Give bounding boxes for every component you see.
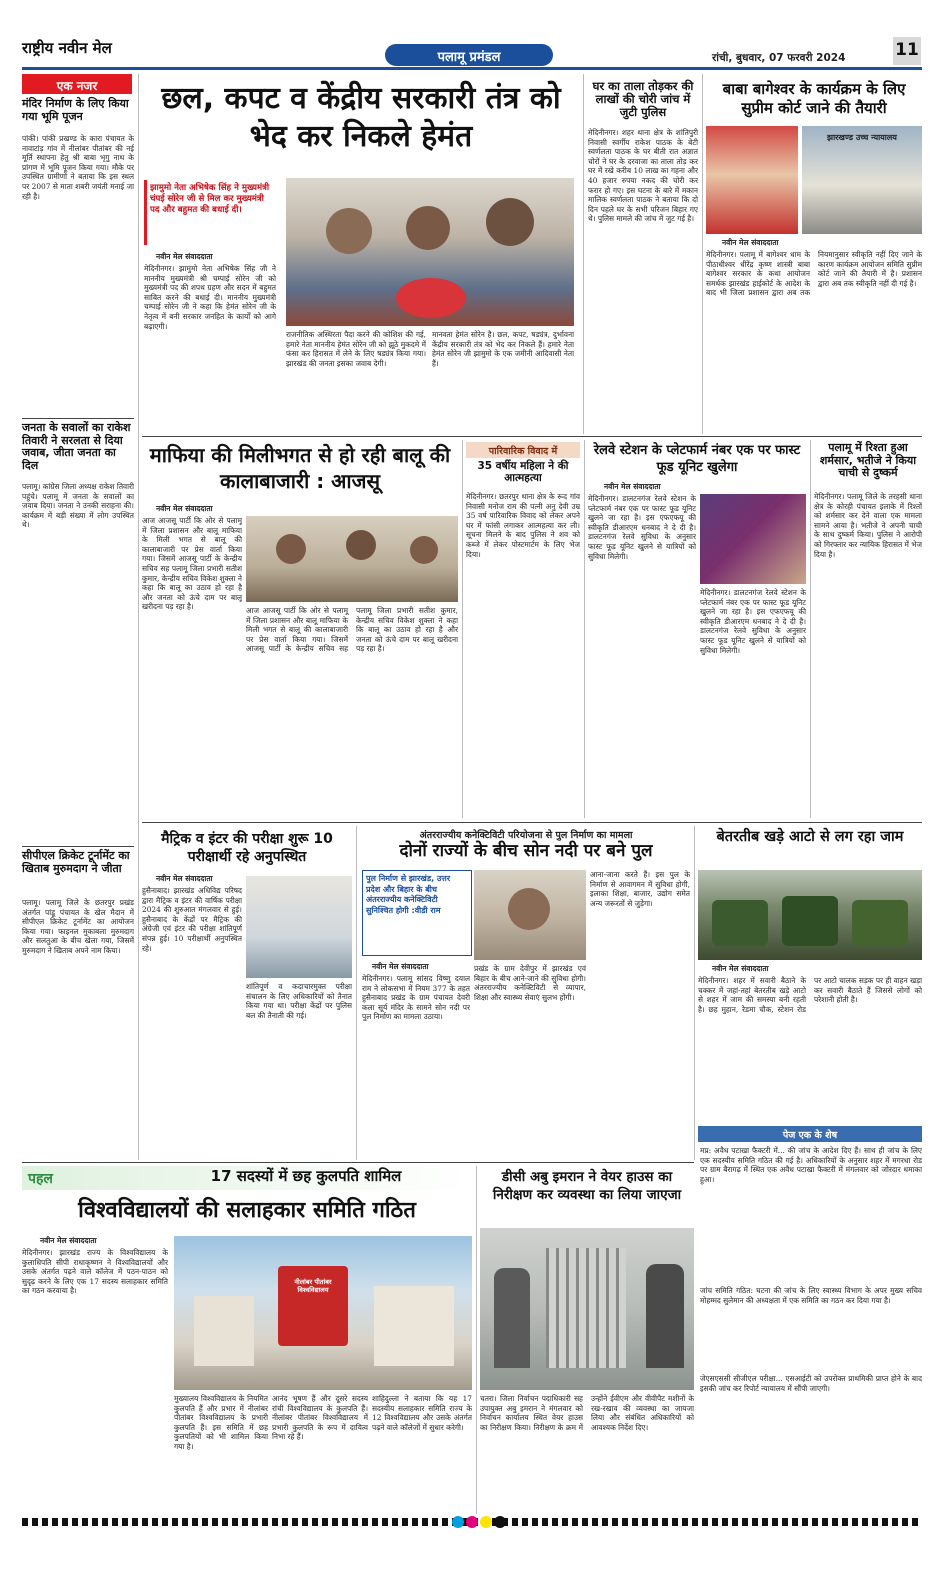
lead-vrule <box>583 74 584 434</box>
exam-photo <box>246 876 352 978</box>
cmyk-dot-2 <box>466 1516 478 1528</box>
left-story3-headline: सीपीएल क्रिकेट टूर्नामेंट का खिताब मुरुमदाग ने जीता <box>22 849 130 875</box>
masthead: राष्ट्रीय नवीन मेल <box>22 39 112 57</box>
auto-photo <box>698 870 922 960</box>
family-tag-text: पारिवारिक विवाद में <box>488 446 558 457</box>
page-one-label: पेज एक के शेष <box>782 1130 838 1141</box>
interstate-photo <box>474 870 586 960</box>
baba-headline: बाबा बागेश्वर के कार्यक्रम के लिए सुप्रीम कोर्ट जाने की तैयारी <box>722 80 906 117</box>
vc-subhead: 17 सदस्यों में छह कुलपति शामिल <box>210 1167 402 1185</box>
left-story2-body: पलामू। कांग्रेस जिला अध्यक्ष राकेश तिवारी पहुंचे। पलामू में जनता के सवालों का जवाब दिया। जनता ने उनकी सराहना की। कार्यक्रम में बड़ी संख्या में लोग उपस्थित थे। <box>22 482 134 530</box>
interstate-vrule <box>694 826 695 1160</box>
exam-headline: मैट्रिक व इंटर की परीक्षा शुरू 10 परीक्षार्थी रहे अनुपस्थित <box>161 831 333 865</box>
page-one-body-3: जेएसएससी सीजीएल परीक्षा... एसआईटी को उपरोक्त प्राथमिकी प्राप्त होने के बाद इसकी जांच कर रिपोर्ट न्यायालय में सौंपी जाएगी। <box>700 1374 922 1393</box>
dc-headline: डीसी अबु इमरान ने वेयर हाउस का निरीक्षण कर व्यवस्था का लिया जाएजा <box>492 1169 682 1203</box>
mafia-body-2: आज आजसू पार्टी कि ओर से पलामू में जिला प्रशासन और बालू माफिया के मिली भगत से बालू की कालाबाजारी पर प्रेस वार्ता किया गया। जिसमें आजसू पार्टी के केन्द्रीय सचिव सह पलामू जिला प्रभारी सतीश कुमार, केन्द्रीय सचिव विकेश शुक्ला ने कहा कि बालू का उठाव हो रहा है और जनता को ऊंचे दाम पर बालू खरीदना पड़ रहा है। <box>246 606 458 654</box>
baba-photo-left <box>706 126 798 234</box>
auto-byline: नवीन मेल संवाददाता <box>712 964 769 973</box>
lead-pull-quote-text: झामुमो नेता अभिषेक सिंह ने मुख्यमंत्री चंपई सोरेन जी से मिल कर मुख्यमंत्री पद और बहुमत की बधाई दी। <box>150 183 270 215</box>
railway-headline: रेलवे स्टेशन के प्लेटफार्म नंबर एक पर फास्ट फूड यूनिट खुलेगा <box>593 443 801 475</box>
mafia-photo <box>246 516 458 602</box>
interstate-body-1: मेदिनीनगर। पलामू सांसद विष्णु दयाल राम ने लोकसभा में नियम 377 के तहत हुसैनाबाद प्रखंड के ग्राम पंचायत देवरी कला सूर्य मंदिर के सामने सोन नदी पर पुल निर्माण का मामला उठाया। <box>362 974 470 1022</box>
interstate-body-3: आना-जाना करते हैं। इस पुल के निर्माण से आवागमन में सुविधा होगी, इलाका शिक्षा, बाजार, उद्योग समेत अन्य जरूरतों से जुड़ेगा। <box>590 870 690 908</box>
lead-byline: नवीन मेल संवाददाता <box>156 252 213 261</box>
mafia-headline: माफिया की मिलीभगत से हो रही बालू की कालाबाजारी : आजसू <box>149 443 451 493</box>
mafia-vrule <box>462 440 463 818</box>
exam-body-2: शांतिपूर्ण व कदाचारमुक्त परीक्षा संचालन के लिए अधिकारियों को तैनात किया गया था। परीक्षा केंद्रों पर पुलिस बल की तैनाती की गई। <box>246 982 352 1020</box>
vc-photo-sign: नीलांबर पीतांबर विश्वविद्यालय <box>294 1278 332 1294</box>
mafia-byline: नवीन मेल संवाददाता <box>156 504 213 513</box>
vc-vrule <box>476 1166 477 1514</box>
ghar-vrule <box>702 74 703 434</box>
interstate-byline: नवीन मेल संवाददाता <box>372 962 429 971</box>
railway-photo <box>700 494 806 584</box>
baba-body: मेदिनीनगर। पलामू में बागेश्वर धाम के पीठाधीश्वर धीरेंद्र कृष्ण शास्त्री बाबा बागेश्वर सरकार के कथा आयोजन समर्थक झारखंड हाईकोर्ट के आदेश के बाद भी जिला प्रशासन द्वारा अब तक नियमानुसार स्वीकृति नहीं दिए जाने के कारण कार्यक्रम आयोजन समिति सुप्रीम कोर्ट जाने की तैयारी में है। प्रशासन द्वारा अब तक स्वीकृति नहीं दी गई है। <box>706 250 922 298</box>
left-divider-1 <box>22 418 134 419</box>
railway-body-2: मेदिनीनगर। डालटनगंज रेलवे स्टेशन के प्लेटफार्म नंबर एक पर फास्ट फूड यूनिट खुलने जा रहा है। इस एफएफयू की स्वीकृति डीआरएम धनबाद ने दे दी है। डालटनगंज रेलवे सुविधा के अनुसार फास्ट फूड यूनिट खुलने से यात्रियों को सुविधा मिलेगी। <box>700 588 806 655</box>
row2-hrule <box>142 822 922 823</box>
family-vrule <box>584 440 585 818</box>
auto-headline: बेतरतीब खड़े आटो से लग रहा जाम <box>716 829 904 845</box>
left-col-vrule <box>138 74 139 1160</box>
auto-body: मेदिनीनगर। शहर में सवारी बैठाने के चक्कर में जहां-तहां बेतरतीब खड़े आटो से शहर में जाम की समस्या बनी रहती है। छह मुहान, रेडमा चौक, स्टेशन रोड पर आटो चालक सड़क पर ही वाहन खड़ा कर सवारी बैठाते हैं जिससे लोगों को परेशानी होती है। <box>698 976 922 1014</box>
interstate-body-2: प्रखंड के ग्राम देवीपुर में झारखंड एवं बिहार के बीच आने-जाने की सुविधा होगी। अंतरराज्यीय कनेक्टिविटी से व्यापार, शिक्षा और स्वास्थ्य सेवाएं सुलभ होंगी। <box>474 964 586 1002</box>
interstate-banner: अंतरराज्यीय कनेक्टिविटी परियोजना से पुल निर्माण का मामला <box>419 830 633 841</box>
vc-byline: नवीन मेल संवाददाता <box>40 1236 97 1245</box>
mafia-body-1: आज आजसू पार्टी कि ओर से पलामू में जिला प्रशासन और बालू माफिया के मिली भगत से बालू की कालाबाजारी पर प्रेस वार्ता किया गया। जिसमें आजसू पार्टी के केन्द्रीय सचिव सह पलामू जिला प्रभारी सतीश कुमार, केन्द्रीय सचिव विकेश शुक्ला ने कहा कि बालू का उठाव हो रहा है और जनता को ऊंचे दाम पर बालू खरीदना पड़ रहा है। <box>142 516 242 612</box>
dc-body: चतरा। जिला निर्वाचन पदाधिकारी सह उपायुक्त अबु इमरान ने मंगलवार को निर्वाचन कार्यालय स्थित वेयर हाउस का निरीक्षण किया। निरीक्षण के क्रम में उन्होंने ईवीएम और वीवीपैट मशीनों के रख-रखाव की व्यवस्था का जायजा लिया और संबंधित अधिकारियों को आवश्यक निर्देश दिए। <box>480 1394 694 1432</box>
lead-body-1: मेदिनीनगर। झामुमो नेता अभिषेक सिंह जी ने माननीय मुख्यमंत्री श्री चम्पाई सोरेन जी को मुख्यमंत्री पद की शपथ ग्रहण और सदन में बहुमत साबित करने की बधाई दी। माननीय मुख्यमंत्री चम्पाई सोरेन जी ने कहा कि हेमंत सोरेन जी के नेतृत्व में बनी सरकार जनहित के कार्यों को आगे बढ़ाएगी। <box>144 264 276 331</box>
railway-byline: नवीन मेल संवाददाता <box>604 482 661 491</box>
interstate-quote-text: पुल निर्माण से झारखंड, उत्तर प्रदेश और बिहार के बीच अंतरराज्यीय कनेक्टिविटी सुनिश्चित होगी :वीडी राम <box>366 874 451 915</box>
dateline: रांची, बुधवार, 07 फरवरी 2024 <box>712 52 846 64</box>
rishta-body: मेदिनीनगर। पलामू जिले के तरहसी थाना क्षेत्र के कोरही पंचायत इलाके में रिश्तों को शर्मसार कर देने वाला एक मामला सामने आया है। भतीजे ने अपनी चाची के साथ दुष्कर्म किया। पुलिस ने आरोपी को गिरफ्तार कर न्यायिक हिरासत में भेज दिया है। <box>814 492 922 559</box>
baba-photo-sign: झारखण्ड उच्च न्यायालय <box>827 133 897 142</box>
exam-vrule <box>356 826 357 1160</box>
left-story3-body: पलामू। पलामू जिले के छतरपुर प्रखंड अंतर्गत पांडू पंचायत के खेल मैदान में सीपीएल क्रिकेट टूर्नामेंट का आयोजन किया गया। फाइनल मुकाबला मुरुमदाग और सलतुआ के बीच खेला गया, जिसमें मुरुमदाग ने खिताब अपने नाम किया। <box>22 898 134 955</box>
vc-tag: पहल <box>28 1171 53 1187</box>
interstate-headline: दोनों राज्यों के बीच सोन नदी पर बने पुल <box>399 841 653 861</box>
cmyk-dot-3 <box>480 1516 492 1528</box>
vc-body-3: आनंद भूषण हैं और दूसरे सदस्य रांची विश्वविद्यालय के कुलपति हैं। नीलांबर पीतांबर विश्वविद्यालय में प्रभारी कुलपति के रूप में दायित्व निभा रहे हैं। <box>272 1394 368 1442</box>
family-body: मेदिनीनगर। छतरपुर थाना क्षेत्र के रूद गांव निवासी मनोज राम की पत्नी अनु देवी उम्र 35 वर्ष पारिवारिक विवाद को लेकर अपने घर में फांसी लगाकर आत्महत्या कर ली। सूचना मिलने के बाद पुलिस ने शव को कब्जे में लेकर पोस्टमार्टम के लिए भेज दिया। <box>466 492 580 559</box>
lead-body-3: मानवता हेमंत सोरेन है। छल, कपट, षड्यंत्र, दुर्भावना केंद्रीय सरकारी तंत्र को भेद कर निकले हैं। हमारे नेता हेमंत सोरेन जी झामुमो के एक जमीनी आदिवासी नेता हैं। <box>432 330 574 368</box>
railway-vrule <box>810 440 811 818</box>
lead-headline: छल, कपट व केंद्रीय सरकारी तंत्र को भेद कर निकले हेमंत <box>161 81 561 154</box>
exam-body-1: हुसैनाबाद। झारखंड अधिविद्य परिषद द्वारा मैट्रिक व इंटर की वार्षिक परीक्षा 2024 की शुरुआत मंगलवार से हुई। हुसैनाबाद के केंद्रों पर मैट्रिक की अंग्रेजी एवं इंटर की परीक्षा शांतिपूर्ण संपन्न हुई। 10 परीक्षार्थी अनुपस्थित रहे। <box>142 886 242 953</box>
page-one-body-1: मप्र: अवैध पटाखा फैक्टरी में... की जांच के आदेश दिए हैं। साथ ही जांच के लिए एक सदस्यीय समिति गठित की गई है। अधिकारियों के अनुसार शहर में मगरधा रोड पर ग्राम बैरागढ़ में स्थित एक अवैध पटाखा फैक्टरी में मंगलवार को जोरदार धमाका हुआ। <box>700 1146 922 1184</box>
ghar-body: मेदिनीनगर। शहर थाना क्षेत्र के शांतिपुरी निवासी स्वर्गीय राकेश पाठक के बेटी स्वर्णलता पाठक के घर बीती रात अज्ञात चोरों ने घर के दरवाजा का ताला तोड़ कर घर में रखे करीब 10 लाख का गहना और 40 हजार रुपया नकद की चोरी कर फरार हो गए। इस घटना के बारे में मकान मालिक स्वर्णलता पाठक ने बताया कि दो दिन पहले घर के सभी परिजन बिहार गए थे। पुलिस मामले की जांच में जुट गई है। <box>588 128 698 224</box>
vc-body-2: मुख्यालय विश्वविद्यालय के नियमित कुलपति हैं और प्रभार में नीलांबर पीतांबर विश्वविद्यालय के प्रभारी कुलपति हैं। इस समिति में छह कुलपतियों को भी शामिल किया गया है। <box>174 1394 268 1451</box>
page-one-body-2: जांच समिति गठित: घटना की जांच के लिए स्वास्थ्य विभाग के अपर मुख्य सचिव मोहम्मद सुलेमान की अध्यक्षता में एक समिति का गठन कर दिया गया है। <box>700 1286 922 1305</box>
vc-headline: विश्वविद्यालयों की सलाहकार समिति गठित <box>78 1198 416 1223</box>
vc-body-1: मेदिनीनगर। झारखंड राज्य के विश्वविद्यालय के कुलाधिपति सीपी राधाकृष्णन ने विश्वविद्यालयों और उसके अंतर्गत पढ़ने वाले कॉलेज में पठन-पाठन को सुदृढ़ करने के लिए एक 17 सदस्य सलाहकार समिति का गठन करवाया है। <box>22 1248 168 1296</box>
page-number: 11 <box>895 40 919 60</box>
dc-photo <box>480 1228 694 1390</box>
vc-photo <box>174 1236 472 1390</box>
lead-photo <box>286 178 574 326</box>
ghar-headline: घर का ताला तोड़कर की लाखों की चोरी जांच में जुटी पुलिस <box>592 79 694 120</box>
left-story1-body: पांकी। पांकी प्रखण्ड के कारा पंचायत के नावाटांड़ गांव में नीलांबर पीतांबर की नई मूर्ति स्थापना हेतु श्री बाबा भृगु नाथ के प्रांगण में भूमि पूजन किया गया। मौके पर उपस्थित ग्रामीणों ने बताया कि इस स्थल पर 2007 से माता शबरी जयंती मनाई जा रही है। <box>22 134 134 201</box>
exam-byline: नवीन मेल संवाददाता <box>156 874 213 883</box>
cmyk-dot-1 <box>452 1516 464 1528</box>
row1-hrule <box>142 436 922 437</box>
row3-hrule <box>22 1162 694 1163</box>
header-rule <box>22 67 922 70</box>
rishta-headline: पलामू में रिश्ता हुआ शर्मसार, भतीजे ने किया चाची से दुष्कर्म <box>819 441 917 480</box>
family-headline: 35 वर्षीय महिला ने की आत्महत्या <box>477 460 569 485</box>
ek-nazar-label: एक नजर <box>56 79 98 93</box>
left-story2-headline: जनता के सवालों का राकेश तिवारी ने सरलता से दिया जवाब, जीता जनता का दिल <box>22 421 131 472</box>
section-title: पलामू प्रमंडल <box>437 50 501 65</box>
vc-body-4: शाहिदुल्ला ने बताया कि यह 17 सदस्यीय सलाहकार समिति राज्य के 12 विश्वविद्यालय और उसके अंतर्गत पढ़ने वाले कॉलेजों में सुधार करेगी। <box>372 1394 472 1432</box>
cmyk-dot-4 <box>494 1516 506 1528</box>
lead-body-2: राजनीतिक अस्थिरता पैदा करने की कोशिश की गई, हमारे नेता माननीय हेमंत सोरेन जी को झूठे मुकदमे में फंसा कर हिरासत में लेने के लिए षड्यंत्र किया गया। झारखंड की जनता इसका जवाब देगी। <box>286 330 426 368</box>
baba-byline: नवीन मेल संवाददाता <box>722 238 779 247</box>
left-divider-2 <box>22 846 134 847</box>
railway-body-1: मेदिनीनगर। डालटनगंज रेलवे स्टेशन के प्लेटफार्म नंबर एक पर फास्ट फूड यूनिट खुलने जा रहा है। इस एफएफयू की स्वीकृति डीआरएम धनबाद ने दे दी है। डालटनगंज रेलवे सुविधा के अनुसार फास्ट फूड यूनिट खुलने से यात्रियों को सुविधा मिलेगी। <box>588 494 696 561</box>
left-story1-headline: मंदिर निर्माण के लिए किया गया भूमि पूजन <box>22 97 129 123</box>
